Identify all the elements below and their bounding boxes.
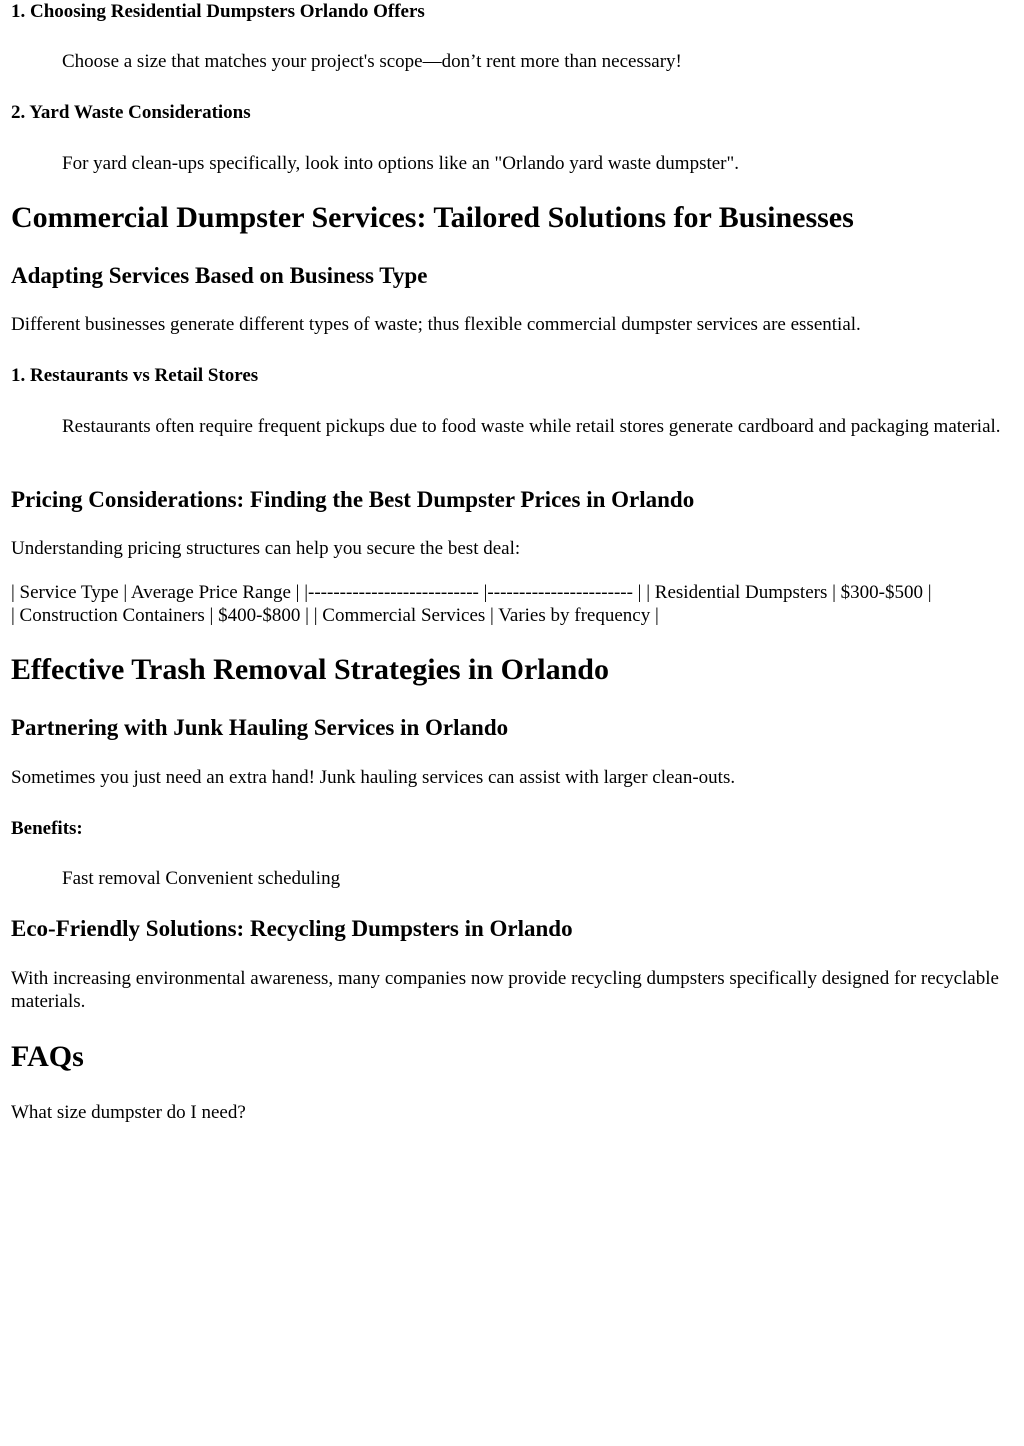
tip-choose-size: Choose a size that matches your project's scope—don’t rent more than necessary!: [62, 51, 682, 72]
paragraph-pricing-intro: Understanding pricing structures can help you secure the best deal:: [11, 538, 521, 559]
tip-yard-waste: For yard clean-ups specifically, look into options like an "Orlando yard waste dumpster".: [62, 153, 740, 174]
benefits-list: Fast removal Convenient scheduling: [62, 868, 341, 889]
heading-trash-removal: Effective Trash Removal Strategies in Orlando: [11, 653, 609, 686]
subheading-eco-friendly: Eco-Friendly Solutions: Recycling Dumpsters in Orlando: [11, 916, 573, 941]
pricing-table-line: | Service Type | Average Price Range | |--------------------------- |----------------------- | | Residential Dumpsters | $300-$500 |: [11, 582, 932, 603]
heading-faqs: FAQs: [11, 1040, 84, 1073]
section-heading-restaurants: 1. Restaurants vs Retail Stores: [11, 365, 259, 386]
subheading-pricing: Pricing Considerations: Finding the Best Dumpster Prices in Orlando: [11, 487, 695, 512]
heading-commercial-services: Commercial Dumpster Services: Tailored Solutions for Businesses: [11, 201, 854, 234]
paragraph-junk-hauling: Sometimes you just need an extra hand! Junk hauling services can assist with larger clean-outs.: [11, 767, 736, 788]
section-heading-yard-waste: 2. Yard Waste Considerations: [11, 102, 251, 123]
section-heading-benefits: Benefits:: [11, 818, 83, 839]
paragraph-business-waste: Different businesses generate different types of waste; thus flexible commercial dumpster services are essential.: [11, 314, 861, 335]
pricing-table-text: [11, 581, 1013, 627]
pricing-table-line: | Construction Containers | $400-$800 | | Commercial Services | Varies by frequency |: [11, 605, 659, 626]
subheading-junk-hauling: Partnering with Junk Hauling Services in Orlando: [11, 715, 509, 740]
paragraph-recycling: With increasing environmental awareness, many companies now provide recycling dumpsters specifically designed for recyclable materials.: [11, 968, 999, 1012]
tip-restaurants-retail: Restaurants often require frequent pickups due to food waste while retail stores generate cardboard and packaging material.: [62, 416, 1001, 437]
section-heading-residential: 1. Choosing Residential Dumpsters Orlando Offers: [11, 1, 425, 22]
subheading-adapting-services: Adapting Services Based on Business Type: [11, 263, 428, 288]
faq-question: What size dumpster do I need?: [11, 1102, 246, 1123]
